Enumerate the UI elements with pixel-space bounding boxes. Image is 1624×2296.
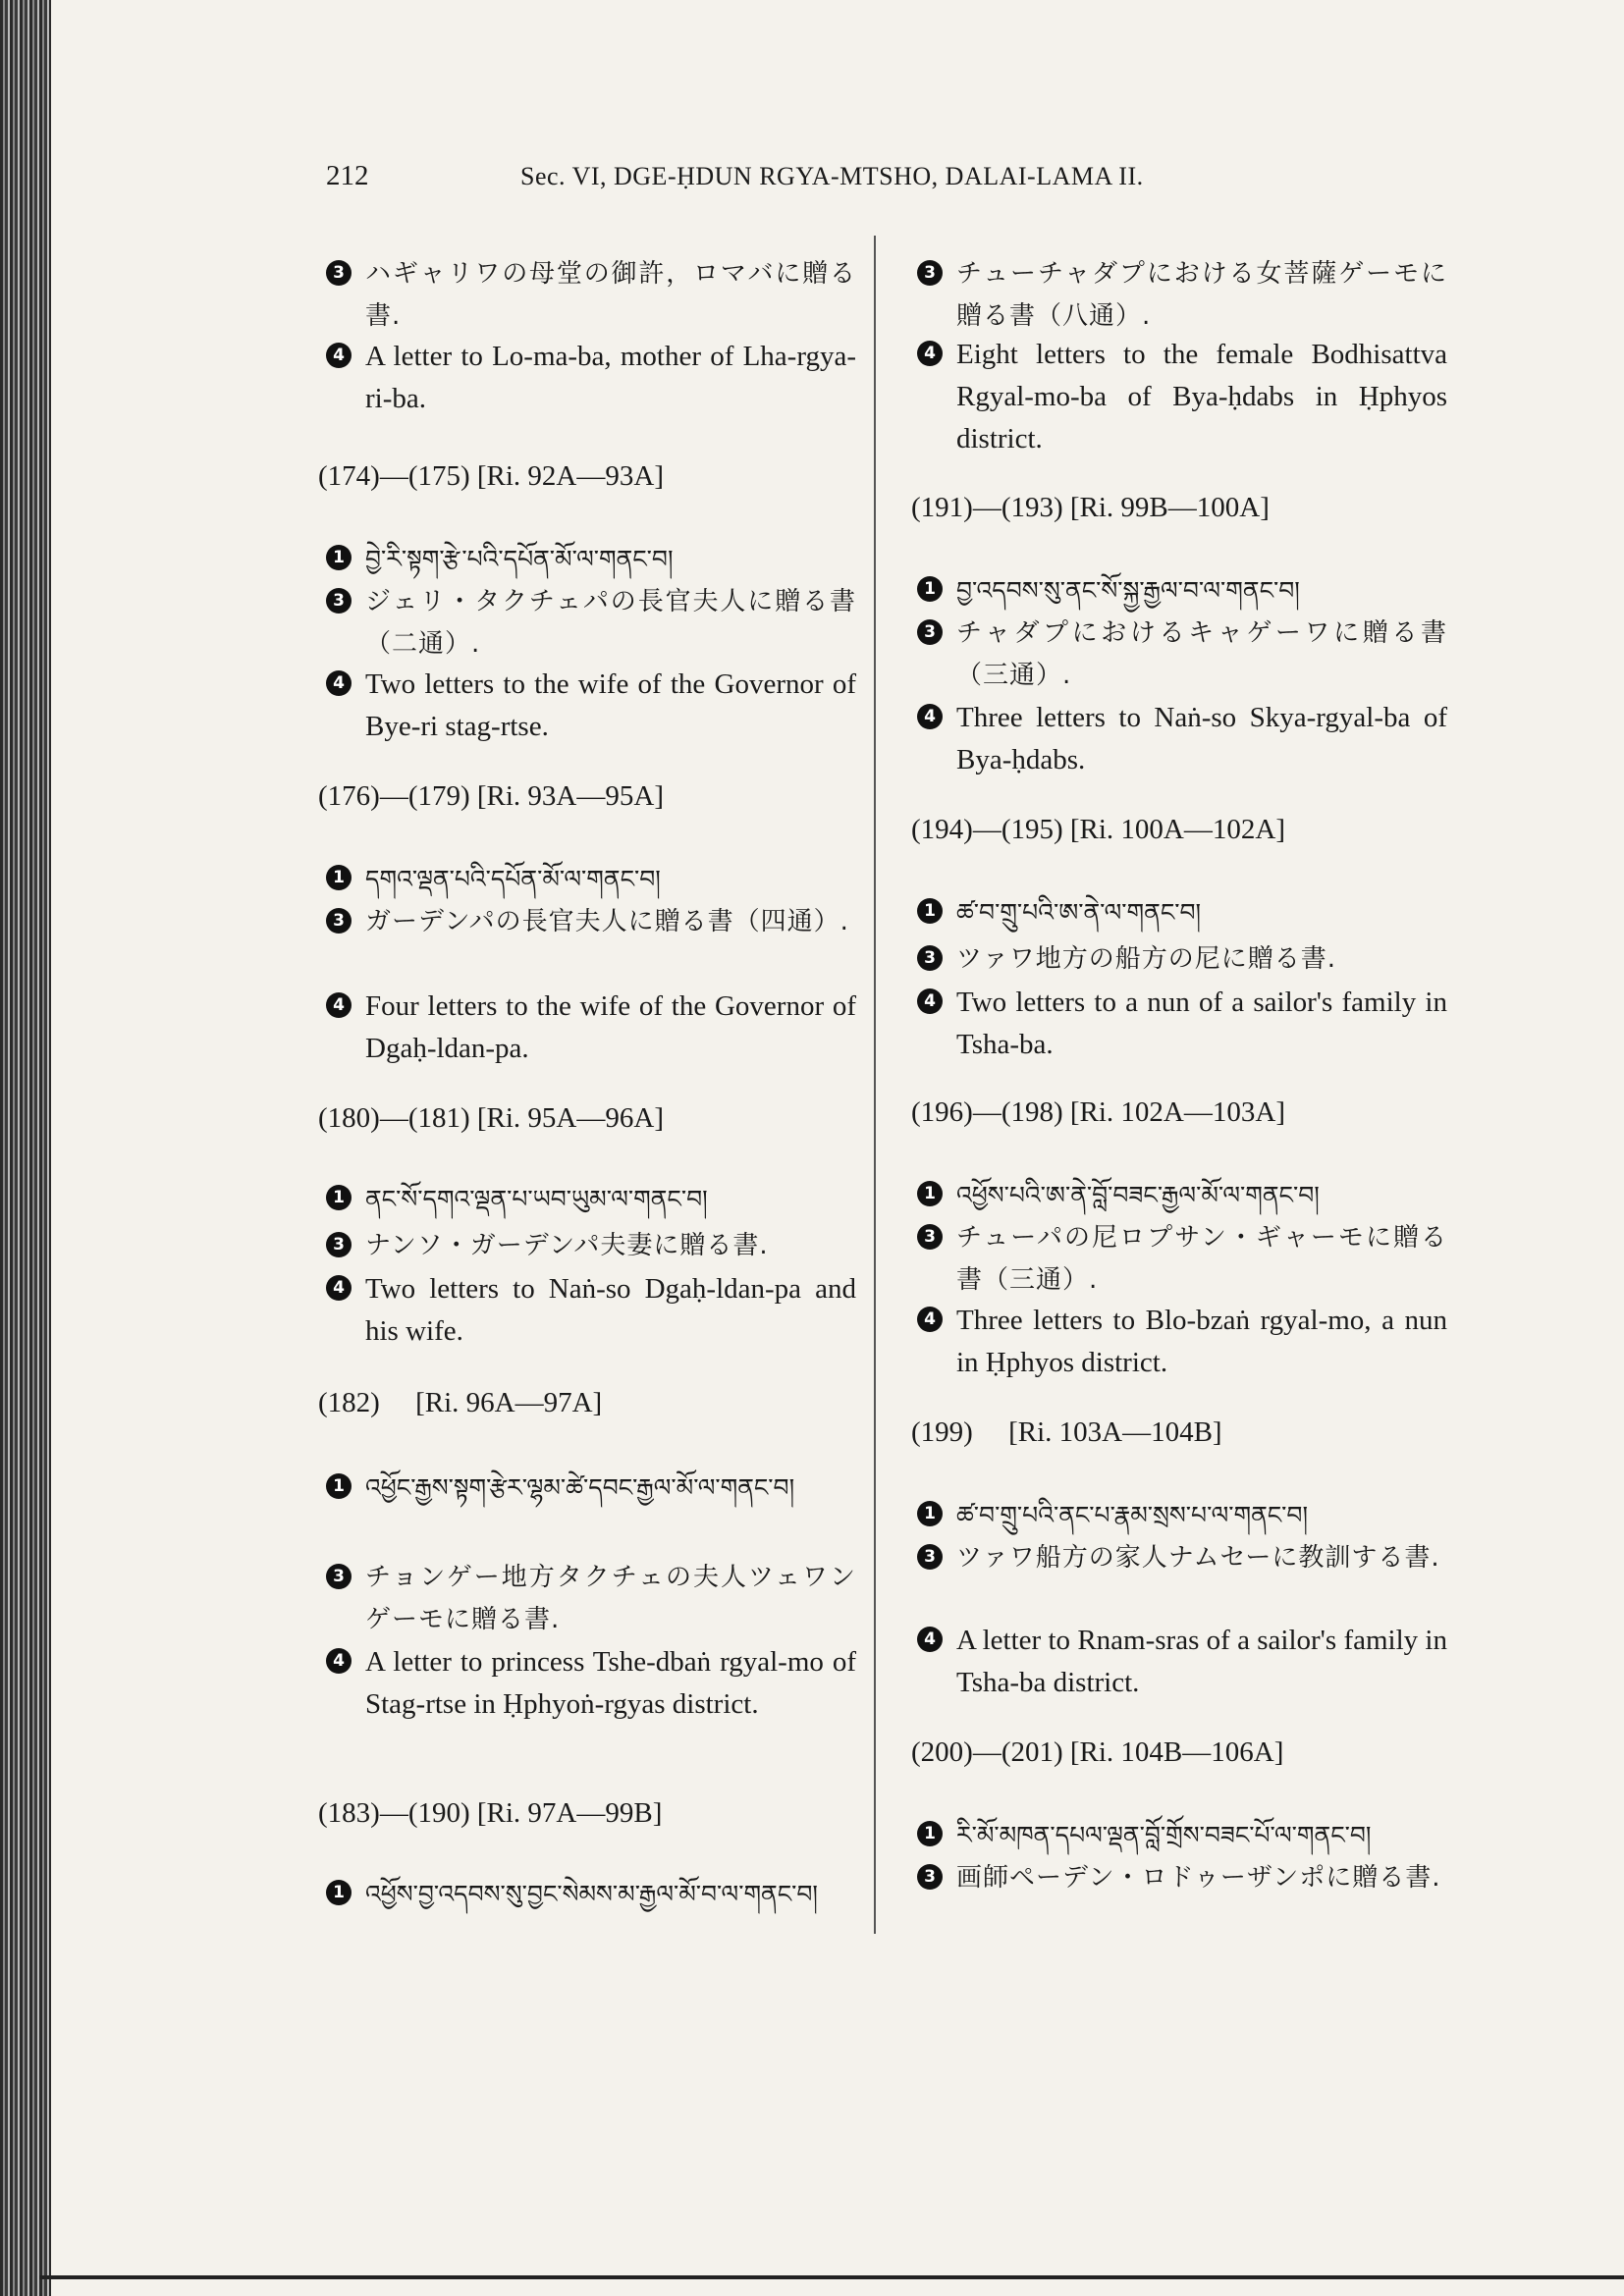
- english-title: Two letters to Naṅ-so Dgaḥ-ldan-pa and his wife.: [365, 1273, 856, 1347]
- english-title: Four letters to the wife of the Governor of Dgaḥ-ldan-pa.: [365, 990, 856, 1064]
- entry: [326, 253, 856, 342]
- marker-1-icon: 1: [917, 576, 943, 602]
- marker-1-icon: 1: [326, 1185, 352, 1210]
- marker-1-icon: 1: [326, 1880, 352, 1905]
- page-header: [0, 160, 1624, 199]
- english-title: Three letters to Naṅ-so Skya-rgyal-ba of Bya-ḥdabs.: [956, 702, 1447, 775]
- tibetan-title: བྱེ་རི་སྟག་རྩེ་པའི་དཔོན་མོ་ལ་གནང་བ།: [365, 545, 674, 573]
- marker-4-icon: 4: [326, 343, 352, 368]
- marker-4-icon: 4: [917, 1307, 943, 1332]
- english-title: Two letters to a nun of a sailor's family in Tsha-ba.: [956, 987, 1447, 1060]
- japanese-title: ナンソ・ガーデンパ夫妻に贈る書.: [365, 1231, 769, 1260]
- folio-reference: (191)—(193) [Ri. 99B—100A]: [911, 492, 1270, 523]
- marker-3-icon: 3: [326, 1232, 352, 1257]
- marker-4-icon: 4: [326, 1648, 352, 1674]
- folio-reference: (194)—(195) [Ri. 100A—102A]: [911, 814, 1285, 845]
- folio-reference: (174)—(175) [Ri. 92A—93A]: [318, 460, 664, 492]
- japanese-title: 画師ペーデン・ロドゥーザンポに贈る書.: [956, 1863, 1441, 1893]
- english-title: Two letters to the wife of the Governor of Bye-ri stag-rtse.: [365, 668, 856, 742]
- book-spine-edge: [0, 0, 51, 2296]
- marker-3-icon: 3: [917, 260, 943, 286]
- japanese-title: チャダプにおけるキャゲーワに贈る書（三通）.: [956, 618, 1447, 690]
- japanese-title: チョンゲー地方タクチェの夫人ツェワンゲーモに贈る書.: [365, 1563, 856, 1634]
- entry: [326, 336, 856, 424]
- tibetan-title: ཚ་བ་གྲུ་པའི་ནང་པ་རྣམ་སྲས་པ་ལ་གནང་བ།: [956, 1501, 1309, 1529]
- marker-4-icon: 4: [326, 992, 352, 1018]
- marker-3-icon: 3: [326, 588, 352, 614]
- tibetan-title: རི་མོ་མཁན་དཔལ་ལྡན་བློ་གྲོས་བཟང་པོ་ལ་གནང་བ།: [956, 1821, 1372, 1849]
- page-number: 212: [326, 160, 369, 191]
- running-head: Sec. VI, DGE-ḤDUN RGYA-MTSHO, DALAI-LAMA II.: [520, 162, 1144, 190]
- column-divider: [874, 236, 876, 1934]
- marker-1-icon: 1: [917, 1821, 943, 1846]
- marker-4-icon: 4: [326, 670, 352, 696]
- marker-4-icon: 4: [917, 1627, 943, 1652]
- japanese-title: ガーデンパの長官夫人に贈る書（四通）.: [365, 907, 849, 936]
- english-title: Eight letters to the female Bodhisattva Rgyal-mo-ba of Bya-ḥdabs in Ḥphyos district.: [956, 339, 1447, 454]
- folio-reference: (182) [Ri. 96A—97A]: [318, 1387, 603, 1418]
- tibetan-title: ཚ་བ་གྲུ་པའི་ཨ་ནེ་ལ་གནང་བ།: [956, 898, 1202, 927]
- english-title: A letter to princess Tshe-dbaṅ rgyal-mo of Stag-rtse in Ḥphyoṅ-rgyas district.: [365, 1646, 856, 1720]
- folio-reference: (176)—(179) [Ri. 93A—95A]: [318, 780, 664, 812]
- marker-1-icon: 1: [917, 1181, 943, 1206]
- tibetan-title: བྱ་འདབས་སུ་ནང་སོ་སྐྱ་རྒྱལ་བ་ལ་གནང་བ།: [956, 576, 1300, 605]
- folio-reference: (183)—(190) [Ri. 97A—99B]: [318, 1797, 663, 1829]
- japanese-title: ツァワ地方の船方の尼に贈る書.: [956, 944, 1337, 974]
- page-bottom-edge: [39, 2275, 1624, 2279]
- marker-3-icon: 3: [917, 1224, 943, 1250]
- japanese-title: チューパの尼ロプサン・ギャーモに贈る書（三通）.: [956, 1223, 1447, 1295]
- marker-3-icon: 3: [917, 1864, 943, 1890]
- folio-reference: (200)—(201) [Ri. 104B—106A]: [911, 1736, 1284, 1768]
- tibetan-title: ནང་སོ་དགའ་ལྡན་པ་ཡབ་ཡུམ་ལ་གནང་བ།: [365, 1185, 708, 1213]
- marker-1-icon: 1: [326, 545, 352, 570]
- japanese-title: チューチャダプにおける女菩薩ゲーモに贈る書（八通）.: [956, 259, 1447, 331]
- marker-4-icon: 4: [917, 341, 943, 366]
- tibetan-title: དགའ་ལྡན་པའི་དཔོན་མོ་ལ་གནང་བ།: [365, 865, 661, 893]
- english-title: A letter to Lo-ma-ba, mother of Lha-rgya-ri-ba.: [365, 341, 856, 414]
- marker-3-icon: 3: [326, 908, 352, 934]
- marker-4-icon: 4: [917, 704, 943, 729]
- folio-reference: (196)—(198) [Ri. 102A—103A]: [911, 1096, 1285, 1128]
- japanese-title: ツァワ船方の家人ナムセーに教訓する書.: [956, 1543, 1440, 1573]
- marker-3-icon: 3: [326, 1564, 352, 1589]
- folio-reference: (180)—(181) [Ri. 95A—96A]: [318, 1102, 664, 1134]
- marker-4-icon: 4: [326, 1275, 352, 1301]
- marker-3-icon: 3: [917, 1544, 943, 1570]
- english-title: A letter to Rnam-sras of a sailor's family in Tsha-ba district.: [956, 1625, 1447, 1698]
- marker-4-icon: 4: [917, 988, 943, 1014]
- tibetan-title: འཕྱོས་པའི་ཨ་ནེ་བློ་བཟང་རྒྱལ་མོ་ལ་གནང་བ།: [956, 1181, 1320, 1209]
- marker-3-icon: 3: [917, 619, 943, 645]
- folio-reference: (199) [Ri. 103A—104B]: [911, 1416, 1222, 1448]
- japanese-title: ハギャリワの母堂の御許，ロマバに贈る書.: [365, 259, 856, 331]
- marker-1-icon: 1: [917, 898, 943, 924]
- marker-1-icon: 1: [326, 1473, 352, 1499]
- english-title: Three letters to Blo-bzaṅ rgyal-mo, a nun in Ḥphyos district.: [956, 1305, 1447, 1378]
- tibetan-title: འཕྱོང་རྒྱས་སྟག་རྩེར་ལྷམ་ཚེ་དབང་རྒྱལ་མོ་ལ་གནང་བ།: [365, 1473, 795, 1502]
- marker-1-icon: 1: [917, 1501, 943, 1526]
- tibetan-title: འཕྱོས་བྱ་འདབས་སུ་བྱང་སེམས་མ་རྒྱལ་མོ་བ་ལ་གནང་བ།: [365, 1880, 818, 1908]
- marker-1-icon: 1: [326, 865, 352, 890]
- marker-3-icon: 3: [326, 260, 352, 286]
- japanese-title: ジェリ・タクチェパの長官夫人に贈る書（二通）.: [365, 587, 856, 659]
- marker-3-icon: 3: [917, 945, 943, 971]
